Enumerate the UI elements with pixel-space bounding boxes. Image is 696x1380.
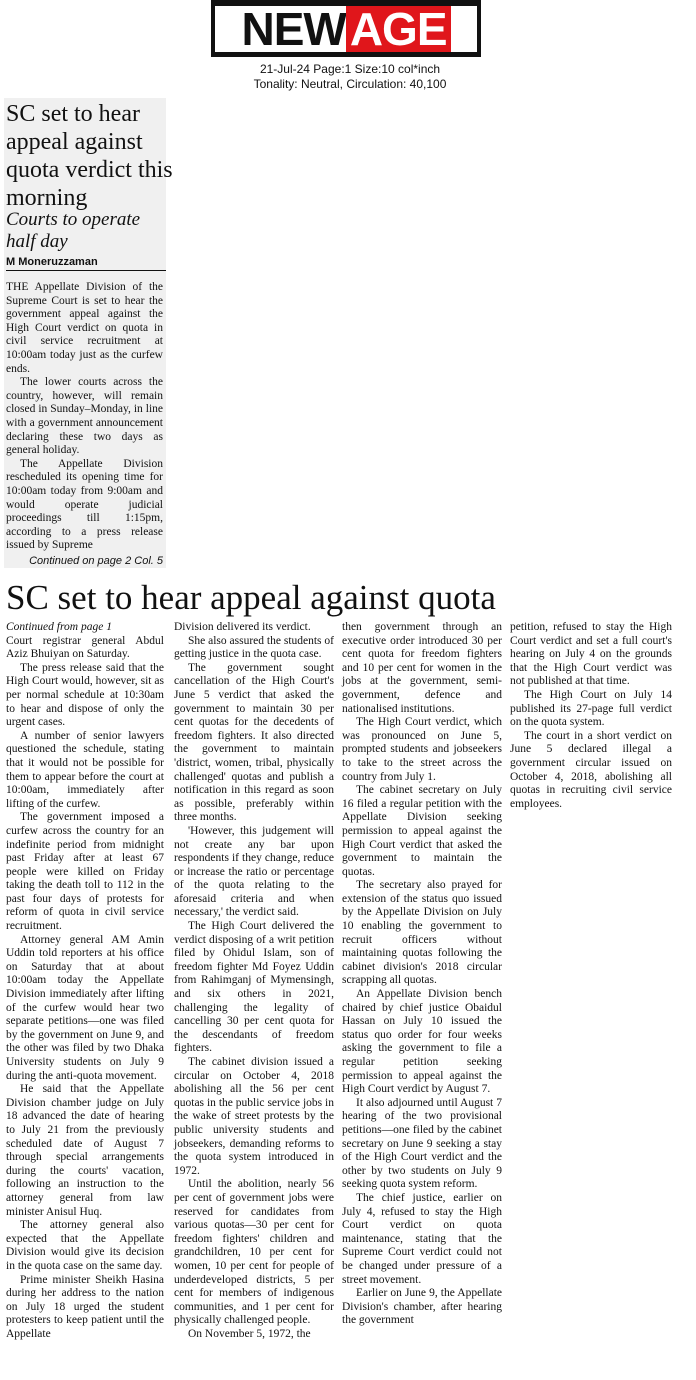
jump-column-1 <box>6 621 164 1341</box>
jump-paragraph: The High Court delivered the verdict disposing of a writ petition filed by Ohidul Islam, son of freedom fighter Md Foyez Uddin from Rahimganj of Mymensingh, and six others in 2021, challenging the legality of cancelling 30 per cent quota for the descendants of freedom fighters. <box>174 920 334 1055</box>
jump-paragraph: petition, refused to stay the High Court verdict and set a full court's hearing on July 4 on the grounds that the High Court verdict was not published at that time. <box>510 621 672 688</box>
masthead-age: AGE <box>346 6 451 52</box>
front-paragraph: The Appellate Division rescheduled its opening time for 10:00am today from 9:00am and would operate judicial proceedings till 1:15pm, according to a press release issued by Supreme <box>6 457 163 552</box>
jump-paragraph: Earlier on June 9, the Appellate Division's chamber, after hearing the government <box>342 1287 502 1327</box>
front-story-deck: Courts to operate half day <box>6 209 141 252</box>
front-paragraph: THE Appellate Division of the Supreme Court is set to hear the government appeal against the High Court verdict on quota in civil service recruitment at 10:00am today just as the curfew ends. <box>6 281 163 375</box>
front-story-headline: SC set to hear appeal against quota verdict this morning <box>6 101 173 211</box>
jump-paragraph: Prime minister Sheikh Hasina during her address to the nation on July 18 urged the student protesters to keep patient until the Appellate <box>6 1273 164 1340</box>
continued-from: Continued from page 1 <box>6 621 112 633</box>
jump-paragraph: An Appellate Division bench chaired by chief justice Obaidul Hassan on July 10 issued the status quo order for four weeks asking the government to file a regular petition seeking permission to appeal against the High Court verdict by August 7. <box>342 988 502 1096</box>
jump-paragraph: She also assured the students of getting justice in the quota case. <box>174 634 334 661</box>
jump-paragraph: The cabinet secretary on July 16 filed a regular petition with the Appellate Division seeking permission to appeal against the High Court verdict that asked the government to maintain the quotas. <box>342 784 502 878</box>
jump-paragraph: The chief justice, earlier on July 4, refused to stay the High Court verdict on quota maintenance, stating that the Supreme Court verdict could not be changed under pressure of a street movement. <box>342 1191 502 1286</box>
clip-info-line-1: 21-Jul-24 Page:1 Size:10 col*inch <box>259 62 441 76</box>
front-story-continued: Continued on page 2 Col. 5 <box>29 555 163 567</box>
masthead-new: NEW <box>241 2 346 55</box>
jump-column-4 <box>510 621 672 811</box>
jump-paragraph: 'However, this judgement will not create any bar upon respondents if they change, reduce or increase the ratio or percentage of the quota relating to the aforesaid criteria and when necessary,' the verdict said. <box>174 824 334 919</box>
clip-info-line-2: Tonality: Neutral, Circulation: 40,100 <box>253 77 447 91</box>
jump-paragraph: The press release said that the High Court would, however, sit as per normal schedule at 10:30am to hear and dispose of only the urgent cases. <box>6 661 164 729</box>
jump-paragraph: The attorney general also expected that the Appellate Division would give its decision in the quota case on the same day. <box>6 1219 164 1272</box>
jump-paragraph: The High Court verdict, which was pronounced on June 5, prompted students and jobseekers to take to the street across the country from July 1. <box>342 716 502 783</box>
jump-column-2 <box>174 621 334 1341</box>
jump-paragraph: The government imposed a curfew across the country for an indefinite period from midnight past Friday after at least 67 people were killed on Friday taking the death toll to 112 in the past four days of protests for reform of quota in civil service recruitment. <box>6 811 164 933</box>
jump-paragraph: Court registrar general Abdul Aziz Bhuiyan on Saturday. <box>6 634 164 661</box>
jump-paragraph: It also adjourned until August 7 hearing of the two provisional petitions—one filed by the cabinet secretary on June 9 seeking a stay of the High Court verdict and the other by two students on July 9 seeking quota system reform. <box>342 1096 502 1191</box>
jump-paragraph: then government through an executive order introduced 30 per cent quota for freedom fighters and 10 per cent for women in the jobs at the government, semi-government, defence and nationalised institutions. <box>342 621 502 715</box>
jump-paragraph: The High Court on July 14 published its 27-page full verdict on the quota system. <box>510 688 672 729</box>
jump-story-headline: SC set to hear appeal against quota <box>6 578 496 617</box>
jump-paragraph: He said that the Appellate Division chamber judge on July 18 advanced the date of hearing to July 21 from the previously scheduled date of August 7 through special arrangements during the courts' vacation, following an instruction to the attorney general from law minister Anisul Huq. <box>6 1083 164 1218</box>
newspaper-masthead <box>211 0 481 57</box>
jump-paragraph: The government sought cancellation of the High Court's June 5 verdict that asked the government to maintain 30 per cent quotas for the decedents of freedom fighters. It also directed the government to maintain 'district, women, tribal, physically challenged' quotas and publish a notification in this regard as soon as possible, preferably within three months. <box>174 661 334 824</box>
front-story-body <box>6 281 163 553</box>
jump-paragraph: The secretary also prayed for extension of the status quo issued by the Appellate Division on July 10 enabling the government to recruit officers without maintaining quotas following the cabinet division's 2018 circular scrapping all quotas. <box>342 879 502 987</box>
jump-paragraph: Attorney general AM Amin Uddin told reporters at his office on Saturday that at about 10:00am today the Appellate Division immediately after lifting of the curfew would hear two separate petitions—one was filed by the government on June 9, and the other was filed by two Dhaka University students on July 9 during the anti-quota movement. <box>6 933 164 1082</box>
jump-paragraph: The court in a short verdict on June 5 declared illegal a government circular issued on October 4, 2018, abolishing all quotas in recruiting civil service employees. <box>510 729 672 810</box>
jump-paragraph: The cabinet division issued a circular on October 4, 2018 abolishing all the 56 per cent quotas in the public service jobs in the wake of street protests by the public university students and jobseekers, demanding reforms to the quota system introduced in 1972. <box>174 1056 334 1177</box>
jump-paragraph: Until the abolition, nearly 56 per cent of government jobs were reserved for candidates from various quotas—30 per cent for freedom fighters' children and grandchildren, 10 per cent for women, 10 per cent for people of underdeveloped districts, 5 per cent for members of indigenous communities, and 1 per cent for physically challenged people. <box>174 1178 334 1327</box>
jump-paragraph: A number of senior lawyers questioned the schedule, stating that it would not be possible for them to appear before the court at 10:00am, immediately after lifting of the curfew. <box>6 729 164 810</box>
jump-column-3 <box>342 621 502 1328</box>
jump-paragraph: On November 5, 1972, the <box>188 1327 311 1340</box>
front-story-byline: M Moneruzzaman <box>6 255 166 271</box>
jump-paragraph: Division delivered its verdict. <box>174 621 311 633</box>
front-paragraph: The lower courts across the country, however, will remain closed in Sunday–Monday, in line with a government announcement declaring these two days as general holiday. <box>6 376 163 457</box>
